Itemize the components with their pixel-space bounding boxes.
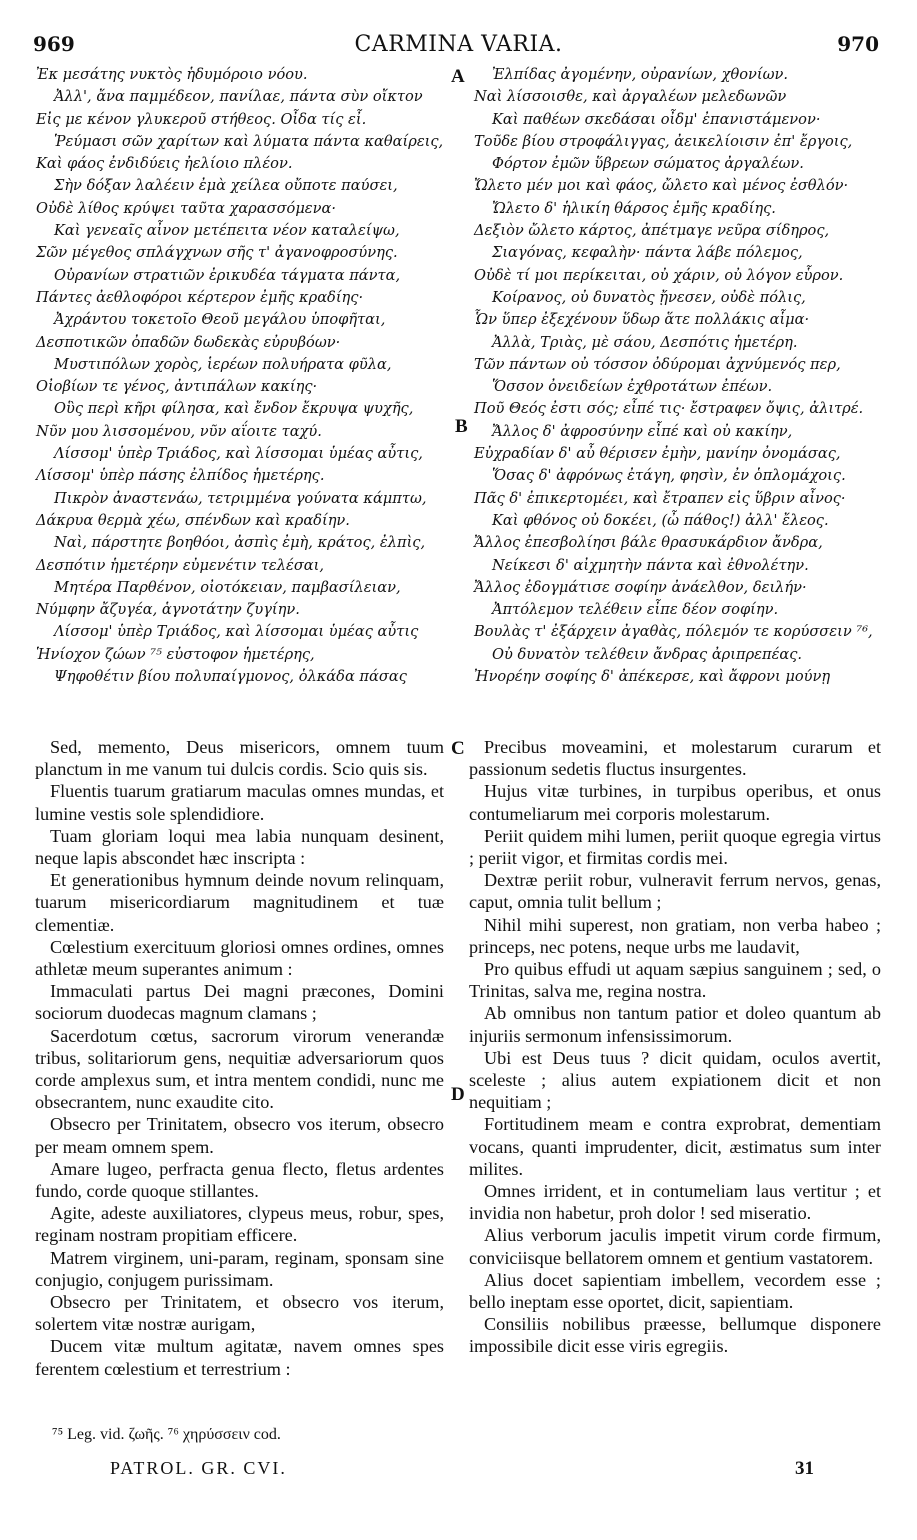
greek-verse-line: Μητέρα Παρθένον, οἰοτόκειαν, παμβασίλειαν, bbox=[54, 578, 401, 596]
latin-paragraph: Periit quidem mihi lumen, periit quoque egregia virtus ; periit vigor, et firmitas cordis mei. bbox=[469, 825, 881, 869]
margin-marker-b: B bbox=[455, 416, 468, 437]
latin-paragraph: Ubi est Deus tuus ? dicit quidam, oculos avertit, scelestе ; alius autem expiationem dicit et non nequitiam ; bbox=[469, 1047, 881, 1113]
greek-verse-line: Τῶν πάντων οὐ τόσσον ὀδύρομαι ἀχνύμενός περ, bbox=[474, 355, 841, 373]
greek-verse-line: Οὓς περὶ κῆρι φίλησα, καὶ ἔνδον ἔκρυψα ψυχῆς, bbox=[54, 400, 414, 418]
greek-verse-line: Εἰς με κένον γλυκεροῦ στήθεος. Οἶδα τίς εἶ. bbox=[36, 110, 367, 128]
greek-verse-line: Ποῦ Θεός ἐστι σός; εἶπέ τις· ἔστραφεν ὄψις, ἀλιτρέ. bbox=[474, 400, 864, 418]
greek-verse-line: Ῥεύμασι σῶν χαρίτων καὶ λύματα πάντα καθαίρεις, bbox=[54, 132, 444, 150]
greek-verse-line: Ναὶ λίσσοισθε, καὶ ἀργαλέων μελεδωνῶν bbox=[474, 88, 787, 106]
latin-paragraph: Dextræ periit robur, vulneravit ferrum nervos, genas, caput, omnia tulit bellum ; bbox=[469, 870, 881, 913]
latin-paragraph: Immaculati partus Dei magni præcones, Domini sociorum duodecas magnum clamans ; bbox=[35, 981, 444, 1024]
greek-verse-line: Λίσσομ' ὑπὲρ Τριάδος, καὶ λίσσομαι ὑμέας αὖτις bbox=[54, 623, 419, 641]
greek-verse-line: Δεξιὸν ὤλετο κάρτος, ἀπέτμαγε νεῦρα σίδηρος, bbox=[474, 222, 830, 240]
greek-verse-line: Ὤλετο μέν μοι καὶ φάος, ὤλετο καὶ μένος ἐσθλόν· bbox=[474, 177, 849, 195]
latin-paragraph: Agite, adeste auxiliatores, clypeus meus, robur, spes, reginam nostram propitiam efficere. bbox=[35, 1203, 444, 1246]
greek-verse-line: Πᾶς δ' ἐπικερτομέει, καὶ ἔτραπεν εἰς ὕβριν αἶνος· bbox=[474, 489, 846, 507]
latin-paragraph: Sacerdotum cœtus, sacrorum virorum venerandæ tribus, solitariorum gens, nequitiæ adversariorum quos corde amplexus sum, et intra mentem condidi, nunc me obsecrantem, nunc exaudite cito. bbox=[35, 1025, 444, 1113]
greek-verse-line: Πικρὸν ἀναστενάω, τετριμμένα γούνατα κάμπτω, bbox=[54, 489, 427, 507]
greek-verse-line: Εὐχραδίαν δ' αὖ θέρισεν ἐμὴν, μανίην ὀνομάσας, bbox=[474, 445, 841, 463]
greek-verse-line: Καὶ παθέων σκεδάσαι οἶδμ' ἐπανιστάμενον· bbox=[492, 110, 821, 128]
greek-verse-line: Λίσσομ' ὑπὲρ Τριάδος, καὶ λίσσομαι ὑμέας αὖτις, bbox=[54, 445, 423, 463]
latin-paragraph: Omnes irrident, et in contumeliam laus vertitur ; et invidia non habetur, proh dolor ! sed miseratio. bbox=[469, 1181, 881, 1224]
latin-paragraph: Nihil mihi superest, non gratiam, non verba habeo ; princeps, nec potens, neque urbs me laudavit, bbox=[469, 914, 881, 957]
greek-verse-line: Ὅσας δ' ἀφρόνως ἐτάγη, φησὶν, ἐν ὁπλομάχοις. bbox=[492, 467, 846, 485]
greek-verse-line: Ἄλλος ἐπεσβολίησι βάλε θρασυκάρδιον ἄνδρα, bbox=[474, 534, 823, 552]
greek-verse-line: Ὤλετο δ' ἡλικίη θάρσος ἐμῆς κραδίης. bbox=[492, 199, 776, 217]
margin-marker-d: D bbox=[451, 1084, 465, 1105]
latin-column-right bbox=[469, 736, 881, 1358]
latin-paragraph: Pro quibus effudi ut aquam sæpius sanguinem ; sed, o Trinitas, salva me, regina nostra. bbox=[469, 959, 881, 1002]
greek-verse-line: Φόρτον ἐμῶν ὕβρεων σώματος ἀργαλέων. bbox=[492, 155, 804, 173]
greek-verse-line: Δεσποτικῶν ὀπαδῶν δωδεκὰς εὐρυβόων· bbox=[36, 333, 341, 351]
greek-verse-line: Πάντες ἀεθλοφόροι κέρτερον ἐμῆς κραδίης· bbox=[36, 288, 364, 306]
greek-verse-line: Οὐρανίων στρατιῶν ἐρικυδέα τάγματα πάντα, bbox=[54, 266, 401, 284]
greek-verse-line: Ἐκ μεσάτης νυκτὸς ἡδυμόροιο νόου. bbox=[36, 66, 308, 83]
greek-verse-line: Ἀχράντου τοκετοῖο Θεοῦ μεγάλου ὑποφῆται, bbox=[54, 311, 386, 329]
margin-marker-a: A bbox=[451, 66, 465, 87]
greek-verse-line: Ἡνίοχον ζώων ⁷⁵ εὐστοφον ἡμετέρης, bbox=[36, 645, 315, 663]
greek-verse-line: Δάκρυα θερμὰ χέω, σπένδων καὶ κραδίην. bbox=[36, 511, 350, 529]
running-title: CARMINA VARIA. bbox=[354, 32, 563, 57]
margin-marker-c: C bbox=[451, 738, 465, 759]
greek-verse-line: Οὐδὲ τί μοι περίκειται, οὐ χάριν, οὐ λόγον εὗρον. bbox=[474, 266, 844, 284]
latin-paragraph: Et generationibus hymnum deinde novum relinquam, tuarum misericordiarum magnitudinem et tuæ clementiæ. bbox=[35, 870, 444, 935]
latin-paragraph: Fortitudinem meam e contra exprobrat, dementiam vocans, quanti imprudenter, dicit, æstimatus sum inter milites. bbox=[469, 1114, 881, 1179]
greek-verse-line: Σὴν δόξαν λαλέειν ἐμὰ χείλεα οὔποτε παύσει, bbox=[54, 177, 398, 195]
greek-verse-line: Τοῦδε βίου στροφάλιγγας, ἀεικελίοισιν ἐπ' ἔργοις, bbox=[474, 132, 853, 150]
greek-verse-line: Μυστιπόλων χορὸς, ἱερέων πολυήρατα φῦλα, bbox=[54, 355, 392, 373]
page-header bbox=[0, 32, 917, 62]
latin-paragraph: Sed, memento, Deus misericors, omnem tuum planctum in me vanum tui dulcis cordis. Scio quis sis. bbox=[35, 737, 444, 780]
latin-paragraph: Tuam gloriam loqui mea labia nunquam desinent, neque lapis abscondet hæc inscripta : bbox=[35, 825, 444, 869]
greek-verse-line: Νύμφην ἄζυγέα, ἁγνοτάτην ζυγίην. bbox=[36, 601, 300, 619]
latin-paragraph: Hujus vitæ turbines, in turpibus operibus, et onus contumeliarum mei corporis molestarum. bbox=[469, 781, 881, 824]
latin-paragraph: Alius docet sapientiam imbellem, vecordem esse ; bello ineptam esse oportet, dicit, sapientiam. bbox=[469, 1269, 881, 1313]
greek-verse-line: Ἄλλος ἐδογμάτισε σοφίην ἀνάελθον, δειλήν· bbox=[474, 578, 807, 596]
greek-verse-line: Οἰοβίων τε γένος, ἀντιπάλων κακίης· bbox=[36, 378, 318, 396]
footnotes: ⁷⁵ Leg. vid. ζωῆς. ⁷⁶ χηρύσσειν cod. bbox=[52, 1426, 281, 1443]
greek-verse-line: Ἀλλ', ἄνα παμμέδεον, πανίλαε, πάντα σὺν οἴκτον bbox=[54, 88, 423, 106]
greek-verse-line: Σιαγόνας, κεφαλὴν· πάντα λάβε πόλεμος, bbox=[492, 244, 803, 262]
greek-verse-line: Ὧν ὕπερ ἐξεχένουν ὕδωρ ἅτε πολλάκις αἷμα· bbox=[474, 311, 810, 329]
greek-verse-line: Κοίρανος, οὐ δυνατὸς ᾔνεσεν, οὐδὲ πόλις, bbox=[492, 288, 806, 306]
latin-paragraph: Ab omnibus non tantum patior et doleo quantum ab injuriis sermonum infensissimorum. bbox=[469, 1003, 881, 1046]
greek-verse-line: Ναὶ, πάρστητε βοηθόοι, ἀσπὶς ἐμὴ, κράτος, ἐλπὶς, bbox=[54, 534, 426, 552]
greek-verse-line: Βουλὰς τ' ἐξάρχειν ἀγαθὰς, πόλεμόν τε κορύσσειν ⁷⁶, bbox=[474, 623, 873, 641]
greek-column-left bbox=[36, 64, 444, 688]
greek-verse-line: Καὶ γενεαῖς αἶνον μετέπειτα νέον καταλείψω, bbox=[54, 222, 400, 240]
latin-paragraph: Alius verborum jaculis impetit virum corde firmum, conviciisque bellatorem omnem et gentium vastatorem. bbox=[469, 1225, 881, 1268]
greek-verse-line: Ἄλλος δ' ἀφροσύνην εἶπέ καὶ οὐ κακίην, bbox=[492, 422, 793, 440]
greek-verse-line: Οὐδὲ λίθος κρύψει ταῦτα χαρασσόμενα· bbox=[36, 199, 336, 217]
greek-verse-line: Ἠνορέην σοφίης δ' ἀπέκερσε, καὶ ἄφρονι μούνῃ bbox=[474, 668, 831, 686]
greek-verse-line: Σῶν μέγεθος σπλάγχνων σῆς τ' ἀγανοφροσύνης. bbox=[36, 244, 398, 262]
greek-column-right bbox=[474, 64, 884, 688]
latin-paragraph: Matrem virginem, uni-param, reginam, sponsam sine conjugio, conjugem purissimam. bbox=[35, 1247, 444, 1290]
greek-verse-line: Καὶ φθόνος οὐ δοκέει, (ὦ πάθος!) ἀλλ' ἔλεος. bbox=[492, 511, 829, 529]
greek-verse-line: Δεσπότιν ἡμετέρην εὐμενέτιν τελέσαι, bbox=[36, 556, 325, 574]
greek-verse-line: Ἀλλὰ, Τριὰς, μὲ σάου, Δεσπότις ἡμετέρη. bbox=[492, 333, 798, 351]
footer-signature: 31 bbox=[795, 1458, 814, 1479]
greek-verse-line: Καὶ φάος ἐνδιδύεις ἠελίοιο πλέον. bbox=[36, 155, 293, 173]
latin-paragraph: Precibus moveamini, et molestarum curarum et passionum sedetis fluctus insurgentes. bbox=[469, 737, 881, 780]
greek-verse-line: Οὐ δυνατὸν τελέθειν ἄνδρας ἀριπρεπέας. bbox=[492, 645, 803, 663]
greek-verse-line: Ἀπτόλεμον τελέθειν εἶπε δέον σοφίην. bbox=[492, 601, 779, 619]
latin-paragraph: Amare lugeo, perfracta genua flecto, fletus ardentes fundo, corde quoque stillantes. bbox=[35, 1158, 444, 1202]
greek-verse-line: Λίσσομ' ὑπὲρ πάσης ἐλπίδος ἡμετέρης. bbox=[36, 467, 325, 485]
latin-column-left bbox=[35, 736, 444, 1380]
greek-verse-line: Νείκεσι δ' αἰχμητὴν πάντα καὶ ἐθνολέτην. bbox=[492, 556, 809, 574]
latin-paragraph: Fluentis tuarum gratiarum maculas omnes mundas, et lumine vestis sole splendidiore. bbox=[35, 781, 444, 824]
greek-verse-line: Ἐλπίδας ἀγομένην, οὐρανίων, χθονίων. bbox=[492, 66, 789, 83]
greek-verse-line: Ὅσσον ὀνειδείων ἐχθροτάτων ἐπέων. bbox=[492, 378, 773, 396]
latin-paragraph: Cœlestium exercituum gloriosi omnes ordines, omnes athletæ meum superantes animum : bbox=[35, 936, 444, 980]
greek-verse-line: Ψηφοθέτιν βίου πολυπαίγμονος, ὁλκάδα πάσας bbox=[54, 668, 407, 686]
greek-verse-line: Νῦν μου λισσομένου, νῦν αΐοιτε ταχύ. bbox=[36, 422, 322, 440]
latin-paragraph: Obsecro per Trinitatem, et obsecro vos iterum, solertem vitæ nostræ aurigam, bbox=[35, 1292, 444, 1335]
latin-paragraph: Consiliis nobilibus præesse, bellumque disponere impossibile dicit esse viris egregiis. bbox=[469, 1314, 881, 1357]
latin-paragraph: Ducem vitæ multum agitatæ, navem omnes spes ferentem cœlestium et terrestrium : bbox=[35, 1336, 444, 1379]
latin-paragraph: Obsecro per Trinitatem, obsecro vos iterum, obsecro per meam omnem spem. bbox=[35, 1114, 444, 1157]
page-number-left: 969 bbox=[33, 32, 75, 56]
footer-series: PATROL. GR. CVI. bbox=[110, 1458, 287, 1478]
page-number-right: 970 bbox=[837, 32, 879, 56]
